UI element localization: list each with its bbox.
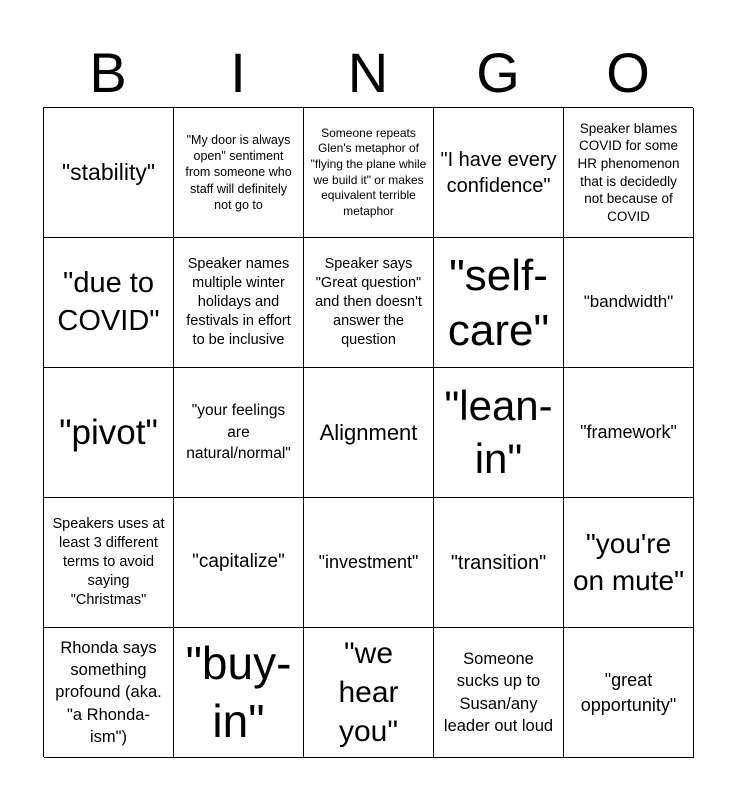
bingo-cell-r3-c5[interactable] xyxy=(564,368,694,498)
bingo-cell-r4-c3[interactable] xyxy=(304,498,434,628)
bingo-cell-r5-c3[interactable] xyxy=(304,628,434,758)
bingo-cell-r4-c2[interactable] xyxy=(174,498,304,628)
header-letter-o: O xyxy=(606,41,650,104)
bingo-cell-r3-c3[interactable] xyxy=(304,368,434,498)
bingo-cell-r1-c2[interactable] xyxy=(174,108,304,238)
header-letter-g: G xyxy=(476,41,520,104)
cell-text: "self-care" xyxy=(447,250,550,355)
cell-text: Someone sucks up to Susan/any leader out loud xyxy=(443,649,554,735)
cell-text: "transition" xyxy=(450,551,547,574)
bingo-card xyxy=(43,107,693,757)
bingo-cell-r3-c4[interactable] xyxy=(434,368,564,498)
bingo-header xyxy=(43,40,693,106)
cell-text: Speaker says "Great question" and then doesn't answer the question xyxy=(315,256,422,348)
cell-text: Speakers uses at least 3 different terms to avoid saying "Christmas" xyxy=(52,516,165,608)
cell-text: "great opportunity" xyxy=(580,670,677,715)
cell-text: "stability" xyxy=(61,159,156,186)
cell-text: Someone repeats Glen's metaphor of "flying the plane while we build it" or makes equivalent terrible metaphor xyxy=(310,125,427,218)
cell-text: Alignment xyxy=(319,419,418,445)
bingo-cell-r2-c1[interactable] xyxy=(44,238,174,368)
bingo-cell-r1-c3[interactable] xyxy=(304,108,434,238)
cell-text: "framework" xyxy=(580,422,677,443)
header-letter-b: B xyxy=(89,41,127,104)
bingo-cell-r5-c5[interactable] xyxy=(564,628,694,758)
bingo-cell-r1-c4[interactable] xyxy=(434,108,564,238)
cell-text: "capitalize" xyxy=(192,551,285,573)
bingo-cell-r2-c4[interactable] xyxy=(434,238,564,368)
bingo-cell-r4-c1[interactable] xyxy=(44,498,174,628)
cell-text: "I have every confidence" xyxy=(440,148,557,197)
cell-text: "lean-in" xyxy=(444,382,553,482)
cell-text: "pivot" xyxy=(59,412,158,452)
cell-text: Speaker blames COVID for some HR phenomenon that is decidedly not because of COVID xyxy=(577,120,680,224)
bingo-cell-r4-c5[interactable] xyxy=(564,498,694,628)
cell-text: "investment" xyxy=(318,552,419,573)
bingo-cell-r1-c5[interactable] xyxy=(564,108,694,238)
bingo-cell-r3-c1[interactable] xyxy=(44,368,174,498)
cell-text: "bandwidth" xyxy=(583,292,674,312)
bingo-cell-r4-c4[interactable] xyxy=(434,498,564,628)
bingo-cell-r2-c2[interactable] xyxy=(174,238,304,368)
bingo-cell-r1-c1[interactable] xyxy=(44,108,174,238)
header-letter-n: N xyxy=(347,41,389,104)
bingo-cell-r2-c5[interactable] xyxy=(564,238,694,368)
header-letter-i: I xyxy=(230,41,246,104)
cell-text: Rhonda says something profound (aka. "a Rhonda-ism") xyxy=(55,638,162,746)
cell-text: "buy-in" xyxy=(185,637,292,747)
cell-text: "My door is always open" sentiment from someone who staff will definitely not go to xyxy=(185,132,292,212)
cell-text: "due to COVID" xyxy=(57,266,160,337)
bingo-cell-r2-c3[interactable] xyxy=(304,238,434,368)
cell-text: "your feelings are natural/normal" xyxy=(186,401,291,463)
cell-text: "we hear you" xyxy=(338,637,399,748)
bingo-cell-r3-c2[interactable] xyxy=(174,368,304,498)
cell-text: Speaker names multiple winter holidays and festivals in effort to be inclusive xyxy=(186,256,291,348)
bingo-cell-r5-c1[interactable] xyxy=(44,628,174,758)
cell-text: "you're on mute" xyxy=(572,528,685,596)
bingo-cell-r5-c4[interactable] xyxy=(434,628,564,758)
bingo-cell-r5-c2[interactable] xyxy=(174,628,304,758)
